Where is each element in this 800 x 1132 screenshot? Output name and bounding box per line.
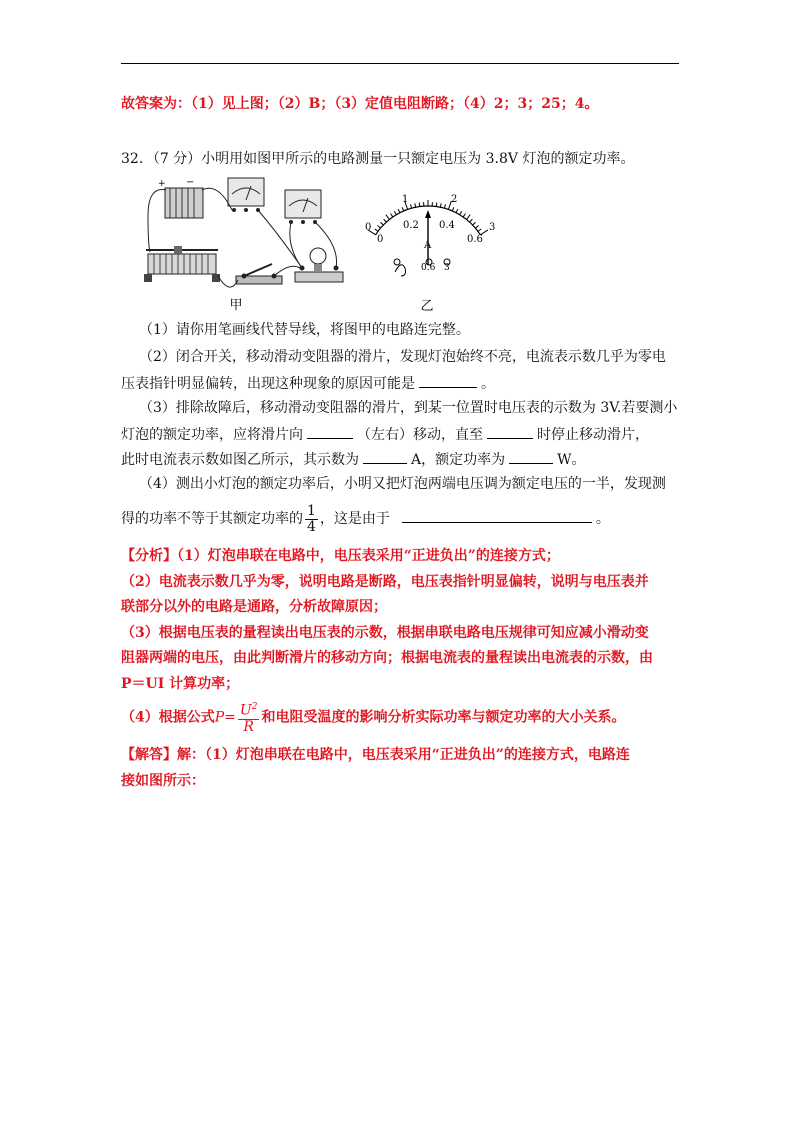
question-text: （7 分）小明用如图甲所示的电路测量一只额定电压为 3.8V 灯泡的额定功率。: [152, 151, 635, 167]
part-3-text-f: W。: [557, 452, 586, 468]
part-3-text-a: 灯泡的额定功率，应将滑片向: [121, 427, 303, 443]
answer-summary: 故答案为：（1）见上图；（2）B；（3）定值电阻断路；（4）2；3；25；4。: [121, 96, 599, 112]
analysis-line-4: （3）根据电压表的量程读出电压表的示数，根据串联电路电压规律可知应减小滑动变: [121, 625, 649, 641]
analysis-line-6: P＝UI 计算功率；: [121, 676, 240, 692]
analysis-formula-intro: （4）根据公式: [121, 709, 215, 726]
terminal-label-0.6: 0.6: [421, 263, 436, 273]
dial-tick: [386, 215, 390, 220]
analysis-line-7: [121, 700, 625, 735]
solution-line-1: 【解答】解：（1）灯泡串联在电路中，电压表采用“正进负出”的连接方式，电路连: [121, 747, 630, 763]
solution-line-2: 接如图所示：: [121, 773, 205, 789]
dial-tick: [419, 203, 420, 207]
formula-equals: =: [224, 709, 236, 726]
dial-tick: [394, 211, 396, 214]
answer-blank-4[interactable]: [402, 508, 592, 523]
analysis-line-5: 阻器两端的电压，由此判断滑片的移动方向；根据电流表的量程读出电流表的示数，由: [121, 650, 653, 666]
figure-label-jia: 甲: [229, 298, 243, 311]
question-stem: [121, 150, 634, 168]
answer-blank-3a[interactable]: [307, 424, 353, 439]
dial-bottom-0: 0: [377, 234, 384, 245]
answer-blank-2[interactable]: [419, 373, 477, 388]
part-3-text-e: A，额定功率为: [411, 452, 506, 468]
formula-fraction: $\frac{U^2}{R}$: [239, 702, 258, 735]
dial-tick: [463, 214, 465, 217]
part-3-text-c: 时停止移动滑片，: [537, 427, 649, 443]
dial-tick: [384, 219, 387, 222]
dial-tick: [415, 203, 416, 207]
dial-bottom-3: 0.6: [467, 234, 483, 245]
formula-P: P: [214, 709, 225, 726]
analysis-line-2: （2）电流表示数几乎为零，说明电路是断路，电压表指针明显偏转，说明与电压表并: [121, 574, 649, 590]
dial-tick: [398, 209, 400, 213]
dial-bottom-2: 0.4: [439, 220, 455, 231]
analysis-line-1: 【分析】（1）灯泡串联在电路中，电压表采用“正进负出”的连接方式；: [121, 548, 560, 564]
part-3-text-d: 此时电流表示数如图乙所示，其示数为: [121, 452, 359, 468]
dial-tick: [444, 204, 445, 208]
dial-tick: [460, 211, 462, 214]
answer-blank-3d[interactable]: [509, 449, 553, 464]
dial-tick: [375, 229, 378, 231]
part-2-line-2: [121, 373, 495, 393]
part-3-text-b: （左右）移动，直至: [357, 427, 483, 443]
dial-top-2: 2: [451, 194, 458, 205]
part-4-text-c: 。: [595, 511, 610, 527]
part-3-line-2: [121, 424, 649, 444]
dial-tick: [470, 219, 473, 222]
dial-tick: [440, 203, 441, 207]
battery-icon: [158, 177, 203, 218]
answer-blank-3c[interactable]: [363, 449, 407, 464]
dial-tick: [391, 214, 393, 217]
dial-tick: [473, 222, 476, 225]
rheostat-icon: [144, 246, 220, 282]
dial-tick: [380, 222, 383, 225]
voltmeter-icon: [285, 190, 321, 224]
svg-text:+: +: [158, 179, 166, 189]
dial-tick: [402, 207, 404, 211]
header-rule: [121, 63, 679, 64]
figure-label-yi: 乙: [420, 299, 434, 314]
dial-top-1: 1: [402, 194, 409, 205]
part-3-line-3: [121, 449, 586, 469]
dial-top-0: 0: [365, 222, 372, 233]
switch-icon: [236, 264, 282, 284]
dial-tick: [378, 226, 381, 229]
part-4-text-a: 得的功率不等于其额定功率的: [121, 511, 303, 527]
question-number: 32．: [121, 151, 153, 167]
ammeter-dial-figure-yi: [355, 190, 505, 315]
dial-tick: [475, 226, 478, 229]
circuit-figure-jia: [140, 176, 350, 311]
part-4-line-2: [121, 502, 610, 536]
part-2-end: 。: [481, 376, 495, 392]
terminal-minus: [394, 259, 400, 265]
part-3-line-1: （3）排除故障后，移动滑动变阻器的滑片，到某一位置时电压表的示数为 3V.若要测小: [139, 400, 678, 416]
part-2-text: 压表指针明显偏转，出现这种现象的原因可能是: [121, 376, 415, 392]
dial-tick: [478, 229, 481, 231]
fraction-one-quarter: $\frac{1}{4}$: [307, 502, 316, 535]
dial-tick: [467, 215, 471, 220]
analysis-line-3: 联部分以外的电路是通路，分析故障原因；: [121, 599, 387, 615]
ammeter-icon: [228, 178, 264, 212]
part-4-line-1: （4）测出小灯泡的额定功率后，小明又把灯泡两端电压调为额定电压的一半，发现测: [139, 476, 666, 492]
dial-tick: [456, 209, 458, 213]
analysis-formula-rest: 和电阻受温度的影响分析实际功率与额定功率的大小关系。: [261, 709, 626, 726]
dial-bottom-1: 0.2: [403, 220, 419, 231]
dial-tick: [411, 204, 412, 208]
part-1: （1）请你用笔画线代替导线，将图甲的电路连完整。: [139, 322, 470, 338]
dial-symbol: A: [424, 240, 432, 251]
part-2-line-1: （2）闭合开关，移动滑动变阻器的滑片，发现灯泡始终不亮，电流表示数几乎为零电: [139, 349, 666, 365]
dial-tick: [436, 203, 437, 207]
part-4-text-b: ，这是由于: [319, 511, 390, 527]
terminal-label-3: 3: [444, 263, 450, 273]
dial-top-3: 3: [489, 222, 496, 233]
dial-tick: [452, 207, 454, 211]
svg-text:−: −: [186, 177, 195, 188]
answer-blank-3b[interactable]: [487, 424, 533, 439]
